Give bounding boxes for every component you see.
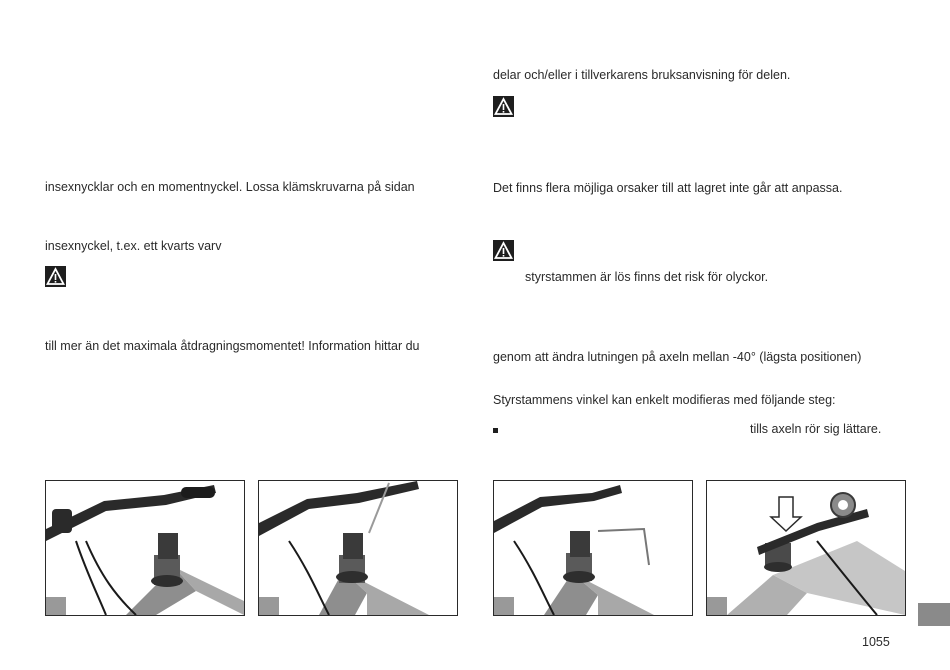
right-text-line-3: styrstammen är lös finns det risk för olyckor. bbox=[525, 270, 769, 284]
warning-triangle-icon bbox=[493, 96, 514, 117]
photo-stem-handlebar-4 bbox=[706, 480, 906, 616]
page-number: 1055 bbox=[862, 635, 890, 649]
warning-triangle-icon bbox=[45, 266, 66, 287]
photo-stem-handlebar-3 bbox=[493, 480, 693, 616]
left-text-line-3: till mer än det maximala åtdragningsmomentet! Information hittar du bbox=[45, 339, 420, 353]
left-text-line-2: insexnyckel, t.ex. ett kvarts varv bbox=[45, 239, 222, 253]
photo-stem-handlebar-1 bbox=[45, 480, 245, 616]
left-text-line-1: insexnycklar och en momentnyckel. Lossa klämskruvarna på sidan bbox=[45, 180, 415, 194]
section-thumb-tab bbox=[918, 603, 950, 626]
photo-tab bbox=[259, 597, 279, 615]
warning-triangle-icon bbox=[493, 240, 514, 261]
photo-tab bbox=[707, 597, 727, 615]
right-text-line-4: genom att ändra lutningen på axeln mellan -40° (lägsta positionen) bbox=[493, 350, 862, 364]
photo-tab bbox=[494, 597, 514, 615]
right-text-line-2: Det finns flera möjliga orsaker till att lagret inte går att anpassa. bbox=[493, 181, 843, 195]
right-text-line-1: delar och/eller i tillverkarens bruksanvisning för delen. bbox=[493, 68, 791, 82]
square-bullet-icon bbox=[493, 428, 498, 433]
bullet-item-text: tills axeln rör sig lättare. bbox=[750, 422, 882, 436]
right-text-line-5: Styrstammens vinkel kan enkelt modifieras med följande steg: bbox=[493, 393, 836, 407]
photo-tab bbox=[46, 597, 66, 615]
photo-stem-handlebar-2 bbox=[258, 480, 458, 616]
